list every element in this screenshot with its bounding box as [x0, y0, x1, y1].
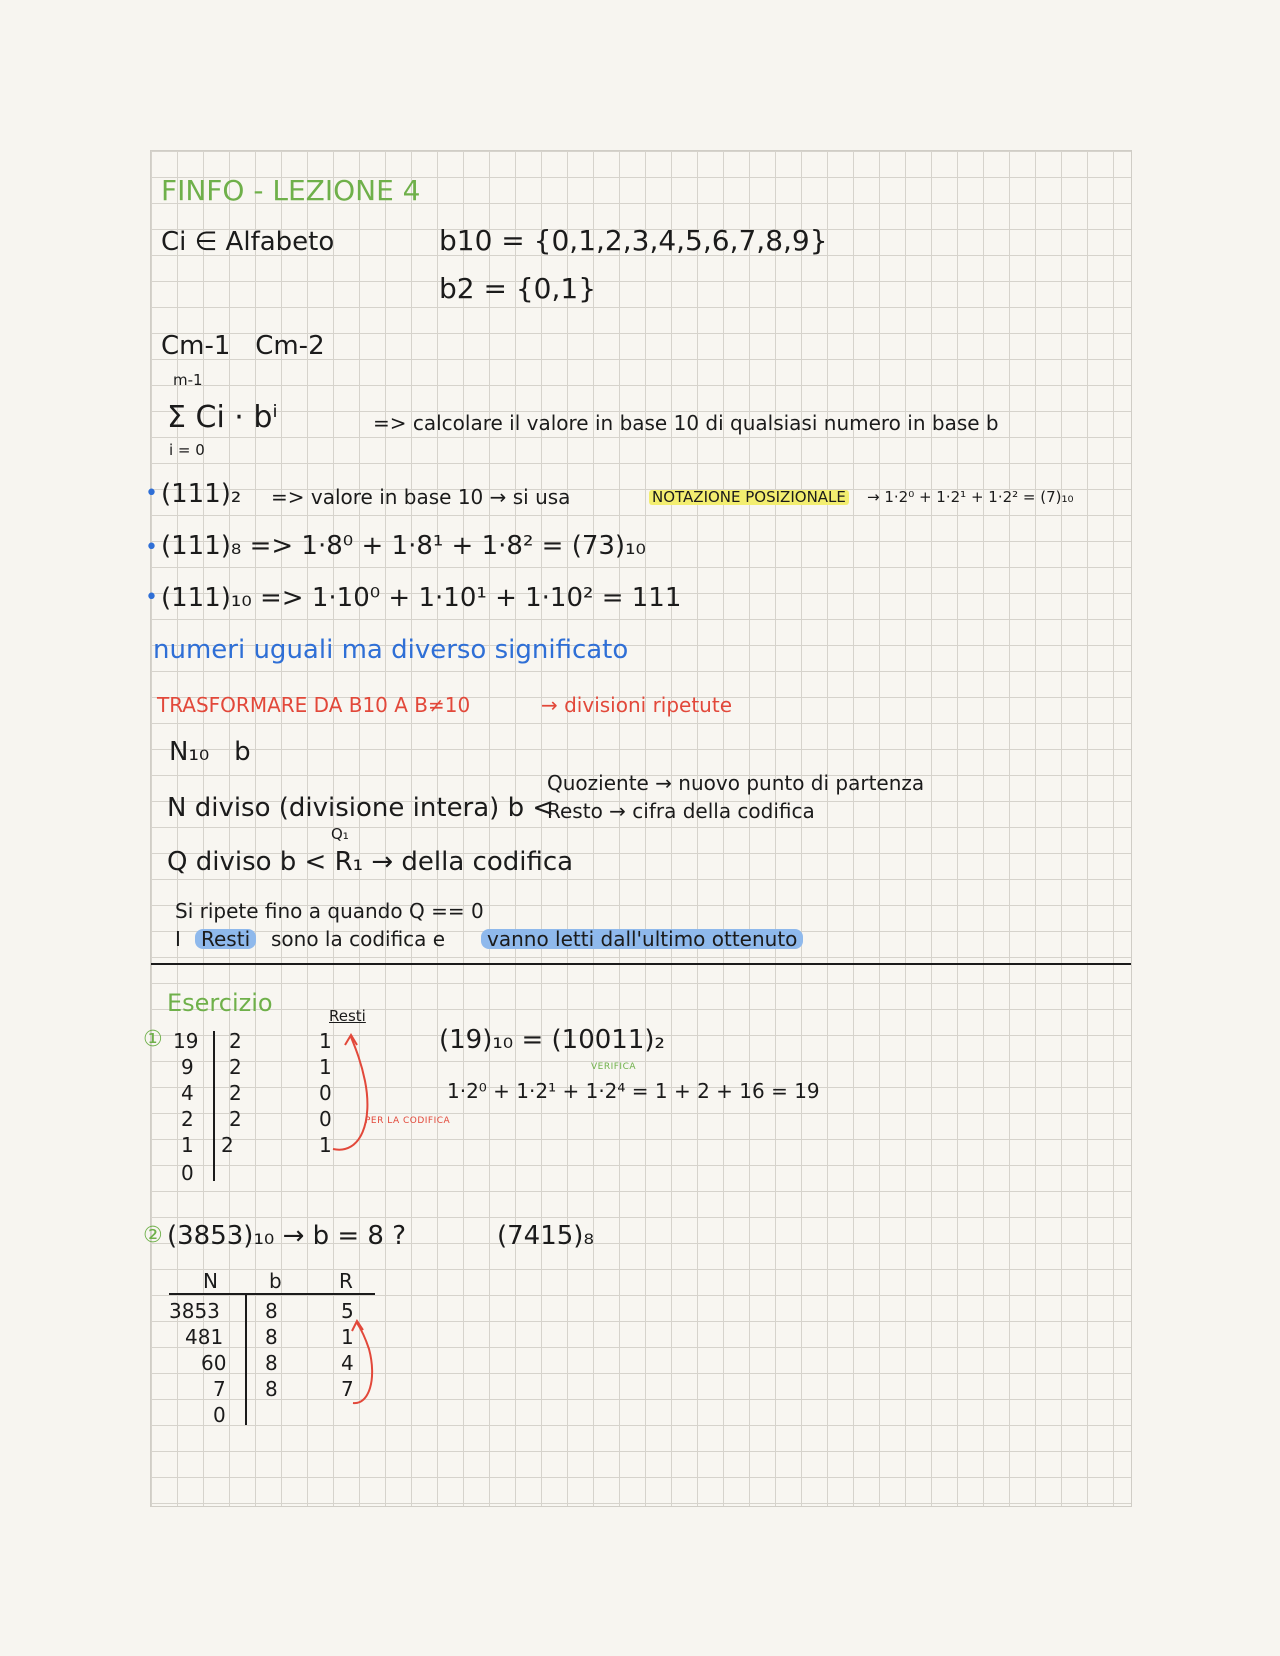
ex2-n-value: 481 — [185, 1325, 224, 1349]
example2: (111)₈ => 1·8⁰ + 1·8¹ + 1·8² = (73)₁₀ — [161, 531, 646, 561]
ex1-n-value: 4 — [181, 1081, 194, 1105]
sum-body: Σ Ci · bⁱ — [167, 400, 278, 435]
ex1-b-value: 2 — [229, 1029, 242, 1053]
ex2-b-value: 8 — [265, 1351, 278, 1375]
resti-column-label: Resti — [329, 1007, 366, 1025]
ex2-n-value: 7 — [213, 1377, 226, 1401]
example3: (111)₁₀ => 1·10⁰ + 1·10¹ + 1·10² = 111 — [161, 583, 682, 613]
red-heading-tail: → divisioni ripetute — [541, 693, 733, 717]
resti-pre: I — [175, 927, 181, 951]
sum-upper: m-1 — [173, 371, 203, 389]
ex1-n-value: 0 — [181, 1161, 194, 1185]
ex2-r-value: 1 — [341, 1325, 354, 1349]
ex1-n-value: 1 — [181, 1133, 194, 1157]
example1-highlight: NOTAZIONE POSIZIONALE — [649, 490, 849, 505]
ex1-b-value: 2 — [229, 1107, 242, 1131]
ex1-n-value: 19 — [173, 1029, 199, 1053]
ex1-r-value: 1 — [319, 1133, 332, 1157]
sum-lower: i = 0 — [169, 441, 205, 459]
sum-text: => calcolare il valore in base 10 di qualsiasi numero in base b — [373, 411, 999, 435]
ex1-b-value: 2 — [229, 1055, 242, 1079]
exercise-heading: Esercizio — [167, 989, 273, 1017]
resti-highlight-2: vanno letti dall'ultimo ottenuto — [481, 929, 803, 949]
ex1-division-bar — [213, 1031, 215, 1181]
ex2-b-value: 8 — [265, 1299, 278, 1323]
repeat-rule: Si ripete fino a quando Q == 0 — [175, 899, 484, 923]
read-order-arrow-icon — [321, 1031, 381, 1171]
bullet-icon: • — [145, 481, 158, 506]
ex2-header-rule — [169, 1293, 375, 1295]
blue-note: numeri uguali ma diverso significato — [153, 635, 629, 665]
verifica-label: VERIFICA — [591, 1062, 637, 1072]
n10-b: N₁₀ b — [169, 737, 251, 767]
q-division-line: Q diviso b < R₁ → della codifica — [167, 847, 574, 877]
resti-mid: sono la codifica e — [271, 927, 446, 951]
ex1-r-value: 1 — [319, 1029, 332, 1053]
digits-row: Cm-1 Cm-2 — [161, 331, 325, 361]
ex2-r-value: 4 — [341, 1351, 354, 1375]
ex1-r-value: 0 — [319, 1107, 332, 1131]
ex2-header: N — [203, 1269, 218, 1293]
ex1-b-value: 2 — [229, 1081, 242, 1105]
bullet-icon: • — [145, 535, 158, 560]
ex2-n-value: 3853 — [169, 1299, 220, 1323]
b2-set: b2 = {0,1} — [439, 272, 597, 305]
example1-text: => valore in base 10 → si usa — [271, 485, 571, 509]
read-order-arrow-icon — [347, 1319, 387, 1409]
arrow-label: PER LA CODIFICA — [365, 1116, 451, 1126]
ex2-b-value: 8 — [265, 1325, 278, 1349]
alphabet-line: Ci ∈ Alfabeto — [161, 227, 335, 257]
quoziente-note: Quoziente → nuovo punto di partenza — [547, 771, 925, 795]
ex2-division-bar — [245, 1293, 247, 1425]
exercise2-number: ② — [143, 1223, 163, 1248]
bullet-icon: • — [145, 585, 158, 610]
ex1-result: (19)₁₀ = (10011)₂ — [439, 1025, 665, 1055]
ex1-check: 1·2⁰ + 1·2¹ + 1·2⁴ = 1 + 2 + 16 = 19 — [447, 1079, 820, 1103]
resto-note: Resto → cifra della codifica — [547, 799, 815, 823]
ex2-r-value: 5 — [341, 1299, 354, 1323]
ex2-answer: (7415)₈ — [497, 1221, 594, 1251]
b10-set: b10 = {0,1,2,3,4,5,6,7,8,9} — [439, 224, 828, 257]
ex2-question: (3853)₁₀ → b = 8 ? — [167, 1221, 407, 1251]
n-division-line: N diviso (divisione intera) b < — [167, 793, 555, 823]
q1-label: Q₁ — [331, 825, 349, 843]
exercise1-number: ① — [143, 1027, 163, 1052]
ex1-r-value: 0 — [319, 1081, 332, 1105]
ex2-n-value: 60 — [201, 1351, 227, 1375]
notebook-page — [143, 150, 1132, 1507]
ex2-header: R — [339, 1269, 353, 1293]
ex2-n-value: 0 — [213, 1403, 226, 1427]
resti-highlight: Resti — [195, 929, 256, 949]
ex2-header: b — [269, 1269, 282, 1293]
example1-rhs: → 1·2⁰ + 1·2¹ + 1·2² = (7)₁₀ — [867, 488, 1074, 506]
section-divider — [151, 963, 1131, 965]
ex1-r-value: 1 — [319, 1055, 332, 1079]
ex2-r-value: 7 — [341, 1377, 354, 1401]
ex2-b-value: 8 — [265, 1377, 278, 1401]
red-heading: TRASFORMARE DA B10 A B≠10 — [157, 693, 471, 717]
ex1-b-value: 2 — [221, 1133, 234, 1157]
page-title: FINFO - LEZIONE 4 — [161, 174, 421, 207]
ex1-n-value: 2 — [181, 1107, 194, 1131]
ex1-n-value: 9 — [181, 1055, 194, 1079]
example1-lhs: (111)₂ — [161, 479, 242, 509]
